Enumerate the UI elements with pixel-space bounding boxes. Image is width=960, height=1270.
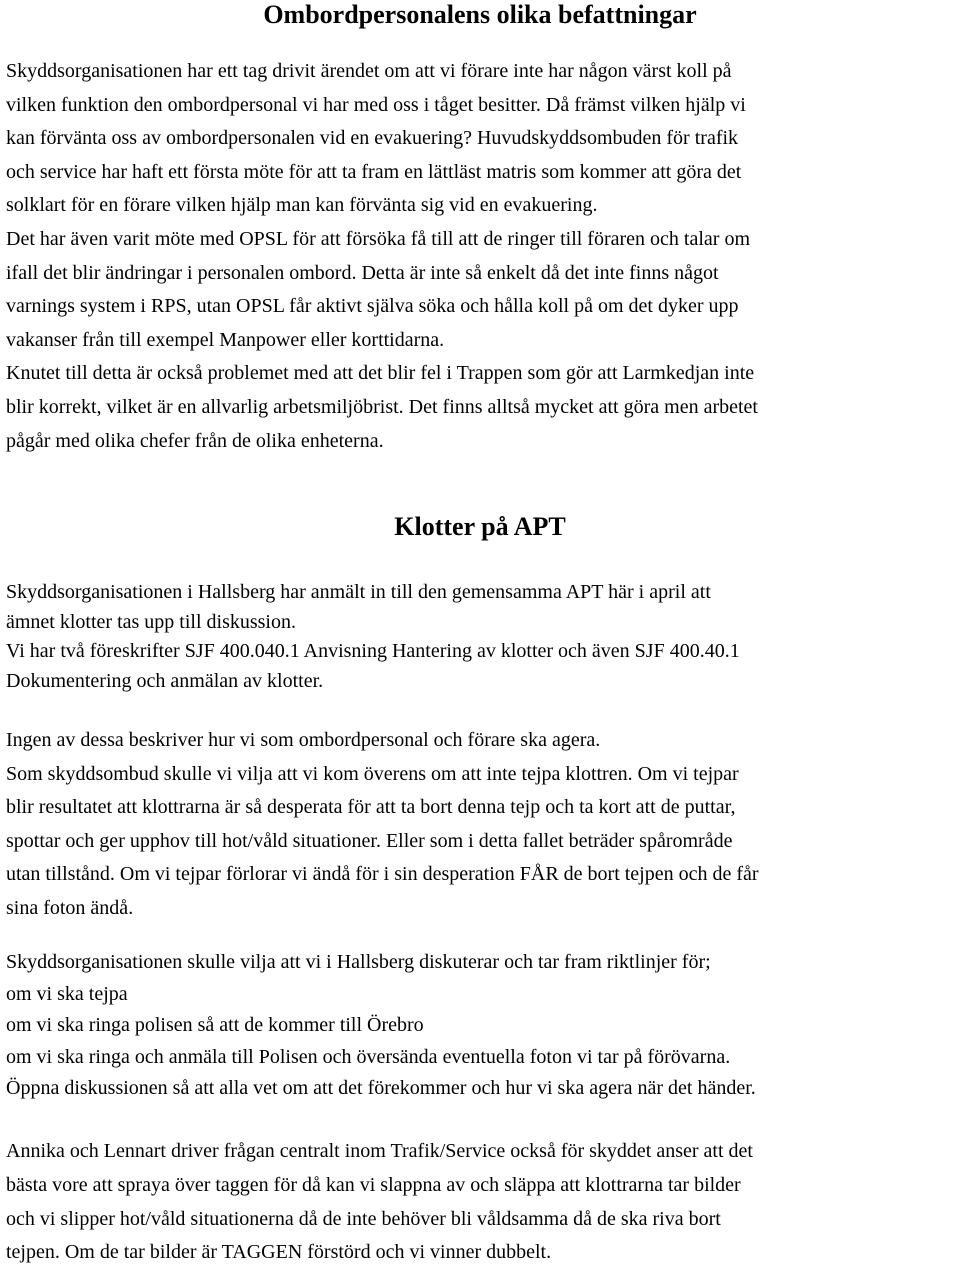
text-line: och vi slipper hot/våld situationerna då de inte behöver bli våldsamma då de ska riva bort	[6, 1207, 721, 1230]
paragraph-klotter-intro	[6, 578, 956, 696]
text-line: solklart för en förare vilken hjälp man kan förvänta sig vid en evakuering.	[6, 194, 598, 217]
text-line: spottar och ger upphov till hot/våld situationer. Eller som i detta fallet beträder spårområde	[6, 829, 733, 852]
text-line: om vi ska tejpa	[6, 982, 128, 1005]
text-line: Annika och Lennart driver frågan centralt inom Trafik/Service också för skyddet anser att det	[6, 1140, 753, 1162]
text-line: utan tillstånd. Om vi tejpar förlorar vi ändå för i sin desperation FÅR de bort tejpen och de får	[6, 863, 759, 886]
paragraph-klotter-riktlinjer	[6, 947, 956, 1105]
text-line: vilken funktion den ombordpersonal vi har med oss i tåget besitter. Då främst vilken hjälp vi	[6, 93, 746, 116]
text-line: Dokumentering och anmälan av klotter.	[6, 669, 324, 692]
text-line: ämnet klotter tas upp till diskussion.	[6, 610, 296, 633]
text-line: sina foton ändå.	[6, 896, 134, 919]
text-line: Skyddsorganisationen har ett tag drivit ärendet om att vi förare inte har någon värst koll på	[6, 60, 732, 82]
text-line: vakanser från till exempel Manpower eller korttidarna.	[6, 328, 445, 351]
text-line: och service har haft ett första möte för att ta fram en lättläst matris som kommer att göra det	[6, 160, 742, 183]
text-line: pågår med olika chefer från de olika enheterna.	[6, 429, 384, 452]
text-line: Skyddsorganisationen skulle vilja att vi i Hallsberg diskuterar och tar fram riktlinjer för;	[6, 951, 711, 973]
paragraph-klotter-agera	[6, 724, 956, 926]
text-line: blir korrekt, vilket är en allvarlig arbetsmiljöbrist. Det finns alltså mycket att göra men arbetet	[6, 395, 758, 418]
paragraph-ombordpersonal	[6, 55, 956, 458]
text-line: Öppna diskussionen så att alla vet om att det förekommer och hur vi ska agera när det händer.	[6, 1077, 756, 1099]
text-line: varnings system i RPS, utan OPSL får aktivt själva söka och hålla koll på om det dyker upp	[6, 295, 739, 318]
text-line: ifall det blir ändringar i personalen ombord. Detta är inte så enkelt då det inte finns något	[6, 261, 719, 284]
text-line: Knutet till detta är också problemet med att det blir fel i Trappen som gör att Larmkedjan inte	[6, 362, 755, 385]
text-line: tejpen. Om de tar bilder är TAGGEN förstörd och vi vinner dubbelt.	[6, 1241, 552, 1264]
paragraph-klotter-central	[6, 1135, 956, 1270]
text-line: Det har även varit möte med OPSL för att försöka få till att de ringer till föraren och talar om	[6, 227, 751, 250]
text-line: blir resultatet att klottrarna är så desperata för att ta bort denna tejp och ta kort att de puttar,	[6, 796, 736, 819]
section-title-klotter: Klotter på APT	[394, 512, 566, 541]
text-line: Skyddsorganisationen i Hallsberg har anmält in till den gemensamma APT här i april att	[6, 581, 711, 603]
text-line: Som skyddsombud skulle vi vilja att vi kom överens om att inte tejpa klottren. Om vi tejpar	[6, 762, 739, 785]
section-title-ombordpersonal: Ombordpersonalens olika befattningar	[263, 0, 697, 29]
text-line: Vi har två föreskrifter SJF 400.040.1 Anvisning Hantering av klotter och även SJF 400.40.1	[6, 640, 740, 662]
text-line: om vi ska ringa och anmäla till Polisen och översända eventuella foton vi tar på förövarna.	[6, 1045, 731, 1068]
text-line: om vi ska ringa polisen så att de kommer till Örebro	[6, 1014, 424, 1036]
text-line: bästa vore att spraya över taggen för då kan vi slappna av och släppa att klottrarna tar bilder	[6, 1173, 741, 1196]
text-line: kan förvänta oss av ombordpersonalen vid en evakuering? Huvudskyddsombuden för trafik	[6, 127, 739, 150]
text-line: Ingen av dessa beskriver hur vi som ombordpersonal och förare ska agera.	[6, 729, 601, 751]
